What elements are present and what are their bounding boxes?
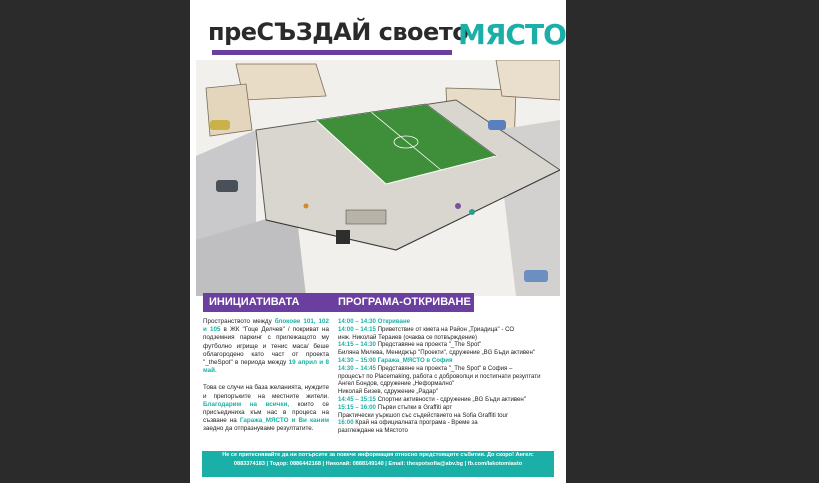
program-text: Практически уъркшоп със съдействието на Sofia Graffiti tour <box>338 411 508 419</box>
program-time: 16:00 <box>338 419 356 427</box>
building-top-right <box>496 60 560 100</box>
contact-footer <box>202 451 554 477</box>
program-text: Биляна Милева, Мениджър "Проекти", сдружение „BG Бъди активен" <box>338 349 535 357</box>
car-blue-bottom <box>524 270 548 282</box>
program-text: Представяне на проекта "_The Spot" в София – <box>377 364 513 372</box>
flyer-page <box>190 0 566 483</box>
program-line <box>338 419 560 427</box>
paragraph-run: Благодарим на всички, <box>203 400 290 408</box>
program-text: разглеждане на Мястото <box>338 427 408 435</box>
program-line <box>338 357 560 365</box>
initiative-heading: ИНИЦИАТИВАТА <box>203 293 333 312</box>
car-blue <box>488 120 506 130</box>
initiative-paragraph-1 <box>203 318 329 375</box>
program-text: Спортни активности - сдружение „BG Бъди активен" <box>377 395 526 403</box>
program-line <box>338 404 560 412</box>
footer-line-1: Не се притеснявайте да ни потърсите за повече информация относно предстоящите събития. До скоро! Ангел: <box>222 452 534 458</box>
program-line <box>338 326 560 334</box>
paragraph-run: блокове 101, 102 и 105 <box>203 318 330 334</box>
program-line <box>338 365 560 373</box>
program-time: 14:30 – 15:00 <box>338 356 378 364</box>
program-text: инж. Николай Тераиев (очаква се потвърждение) <box>338 333 478 341</box>
program-line <box>338 427 560 435</box>
stairs-block <box>346 210 386 224</box>
program-time: 14:15 – 14:30 <box>338 341 378 349</box>
paragraph-run: заедно да отпразнуваме резултатите. <box>203 425 314 433</box>
paragraph-run: Това се случи на база желанията, нуждите и препоръките на местните жители. <box>203 384 329 400</box>
program-text: Приветствие от кмета на Район „Триадица" - СО <box>377 325 515 333</box>
program-time: 14:45 – 15:15 <box>338 395 378 403</box>
program-time: 15:15 – 16:00 <box>338 403 378 411</box>
program-line <box>338 388 560 396</box>
program-text: Ангел Бондов, сдружение „Неформално" <box>338 380 455 388</box>
program-line <box>338 373 560 381</box>
trash-bin <box>336 230 350 244</box>
program-time: 14:00 – 14:30 <box>338 318 378 325</box>
program-line <box>338 318 560 326</box>
program-text: Откриване <box>377 318 411 325</box>
car-dark <box>216 180 238 192</box>
program-text: Първи стъпки в Graffiti арт <box>377 403 453 411</box>
paragraph-run: 19 април и 8 май. <box>203 359 329 375</box>
car-yellow <box>210 120 230 130</box>
parking-roof-illustration <box>196 60 560 296</box>
initiative-text <box>203 318 329 443</box>
paragraph-run: в ЖК "Гоце Делчев" / покриват на подземния паркинг с прилежащото му футболно игрище и тенис маса/ беше облагородено като част от проекта "_theSpot" в периода между <box>203 326 329 367</box>
person-3 <box>304 204 309 209</box>
paragraph-run: Пространството между <box>203 318 275 325</box>
program-line <box>338 349 560 357</box>
title-underline <box>212 50 452 55</box>
program-text: Представяне на проекта "_The Spot" <box>377 341 482 349</box>
program-text: процесът по Placemaking, работа с доброволци и постигнати резултати <box>338 372 541 380</box>
person-1 <box>455 203 461 209</box>
program-line <box>338 412 560 420</box>
building-left <box>236 64 326 100</box>
program-text: Край на официалната програма - Време за <box>355 419 478 427</box>
program-list <box>338 318 560 435</box>
paragraph-run: които се присъединиха към нас в процеса на съзване на <box>203 400 329 425</box>
program-time: 14:30 – 14:45 <box>338 364 378 372</box>
program-time: 14:00 – 14:15 <box>338 325 378 333</box>
title-script-text: преСЪЗДАЙ своето <box>208 18 469 46</box>
program-line <box>338 341 560 349</box>
program-text: Николай Бизев, сдружение „Радар" <box>338 388 439 396</box>
footer-line-2: 0883374183 | Тодор: 0886442168 | Николай: 0888149140 | Email: thespotsofia@abv.bg | fb.com/lakotomiasto <box>233 461 523 467</box>
person-2 <box>469 209 475 215</box>
program-heading: ПРОГРАМА-ОТКРИВАНЕ <box>332 293 474 312</box>
program-text: Гаража_МЯСТО в София <box>377 356 453 364</box>
initiative-paragraph-2 <box>203 384 329 433</box>
title-brand-text: МЯСТО <box>458 18 566 51</box>
flyer-title <box>208 14 566 54</box>
program-line <box>338 396 560 404</box>
paragraph-run: Гаража_МЯСТО и Ви каним <box>239 417 329 425</box>
program-line <box>338 380 560 388</box>
program-line <box>338 334 560 342</box>
